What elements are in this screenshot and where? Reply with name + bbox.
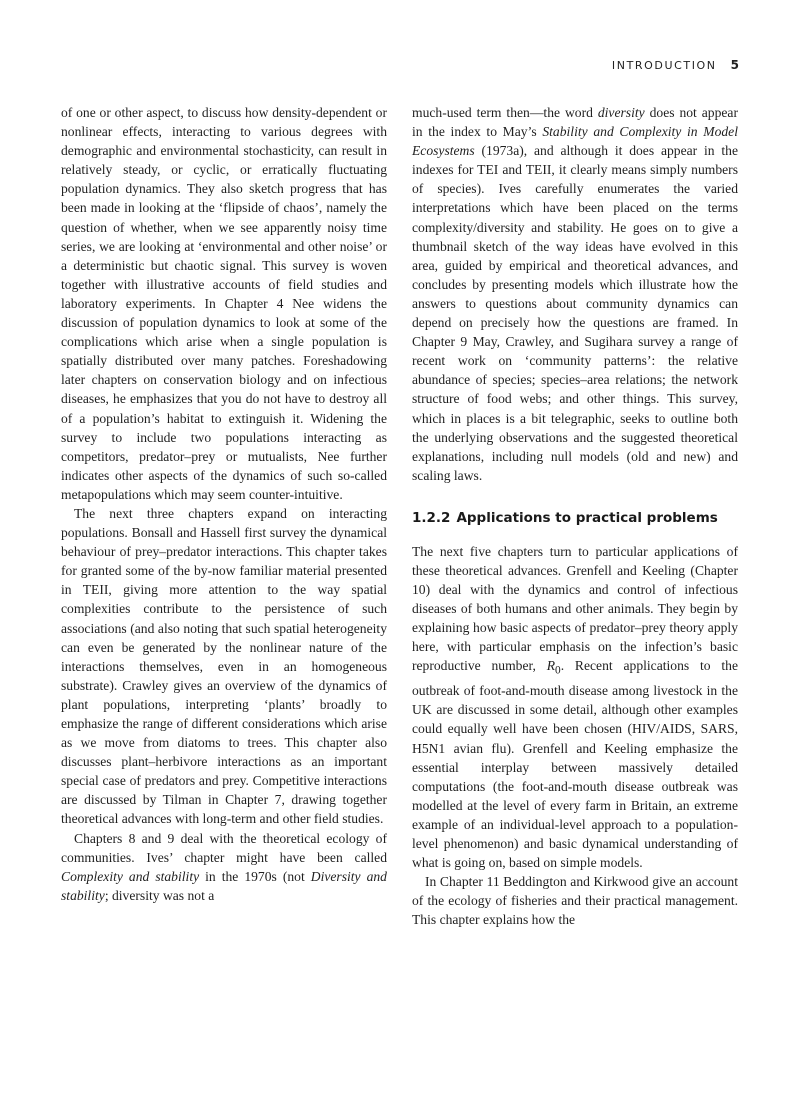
- italic-term: Complexity and stability: [61, 868, 200, 884]
- book-title: Stability and Complexity in Model Ecosystems: [412, 124, 738, 159]
- text-run: ; diversity was not a: [104, 887, 215, 903]
- text-run: does not appear in the index to May’s: [412, 105, 738, 140]
- page-number: 5: [730, 58, 739, 72]
- section-heading: [412, 508, 738, 528]
- left-column: [61, 103, 387, 905]
- right-column: [412, 103, 738, 929]
- text-run: (1973a), and although it does appear in the indexes for TEI and TEII, it clearly means simply numbers of species). Ives carefully enumerates the varied interpretations which have been placed on the terms complexity/diversity and stability. He goes on to give a thumbnail sketch of the way ideas have evolved in this area, guided by empirical and theoretical advances, and concludes by presenting models which illustrate how the answers to questions about community dynamics can depend on precisely how the questions are framed. In Chapter 9 May, Crawley, and Sugihara survey a range of recent work on ‘community patterns’: the relative abundance of species; species–area relations; the network structure of food webs; and other things. This survey, which in places is a bit telegraphic, seeks to outline both the underlying observations and the suggested theoretical explanations, including null models (old and new) and scaling laws.: [412, 143, 738, 483]
- text-run: Chapters 8 and 9 deal with the theoretical ecology of communities. Ives’ chapter might have been called: [61, 830, 387, 865]
- text-run: . Recent applications to the outbreak of foot-and-mouth disease among livestock in the UK are discussed in some detail, although other examples could equally well have been chosen (HIV/AIDS, SARS, H5N1 avian flu). Grenfell and Keeling emphasize the essential interplay between massively detailed computations (the foot-and-mouth disease outbreak was modelled at the level of every farm in Britain, an extreme example of an individual-level approach to a population-level phenomenon) and basic dynamical understanding of what is going on, based on simple models.: [412, 658, 738, 871]
- paragraph: The next three chapters expand on interacting populations. Bonsall and Hassell first survey the dynamical behaviour of prey–predator interactions. This chapter takes for granted some of the by-now familiar material presented in TEII, giving more attention to the way spatial complexities contribute to the persistence of such associations (and also noting that such spatial heterogeneity can even be generated by the nonlinear nature of the interactions themselves, even in an homogeneous substrate). Crawley gives an overview of the dynamics of plant populations, interpreting ‘plants’ broadly to emphasize the range of different considerations which arise as we move from diatoms to trees. This chapter also discusses plant–herbivore interactions as an important special case of predators and prey. Competitive interactions are discussed by Tilman in Chapter 7, drawing together theoretical advances with long-term and other field studies.: [61, 505, 387, 827]
- running-header: [612, 58, 739, 72]
- section-number: 1.2.2: [412, 509, 451, 526]
- section-title: Applications to practical problems: [456, 509, 718, 526]
- text-run: much-used term then—the word: [412, 105, 598, 120]
- paragraph: In Chapter 11 Beddington and Kirkwood give an account of the ecology of fisheries and their practical management. This chapter explains how the: [412, 874, 738, 928]
- text-run: in the 1970s (not: [199, 868, 311, 884]
- paragraph: [412, 542, 738, 872]
- math-subscript: 0: [555, 665, 561, 678]
- running-title: INTRODUCTION: [611, 59, 717, 72]
- paragraph: of one or other aspect, to discuss how density-dependent or nonlinear effects, interacting to various degrees with demographic and environmental stochasticity, can result in relatively steady, or cyclic, or erratically fluctuating population dynamics. They also sketch progress that has been made in looking at the ‘flipside of chaos’, namely the question of whether, when we see apparently noisy time series, we are looking at ‘environmental and other noise’ or a deterministic but chaotic signal. This survey is woven together with illustrative accounts of field studies and laboratory experiments. In Chapter 4 Nee widens the discussion of population dynamics to look at some of the complications which arise when a single population is spatially distributed over many patches. Foreshadowing later chapters on conservation biology and on infectious diseases, he emphasizes that you do not have to destroy all of a population’s habitat to extinguish it. Widening the survey to include two populations interacting as competitors, predator–prey or mutualists, Nee further indicates other aspects of the dynamics of such so-called metapopulations which may seem counter-intuitive.: [61, 105, 387, 502]
- math-symbol: R: [546, 658, 556, 674]
- paragraph: [412, 103, 738, 485]
- italic-term: Diversity and stability: [61, 868, 387, 903]
- text-run: The next five chapters turn to particular applications of these theoretical advances. Grenfell and Keeling (Chapter 10) deal with the dynamics and control of infectious diseases of both humans and other animals. They begin by explaining how basic aspects of predator–prey theory apply here, with particular emphasis on the infection’s basic reproductive number,: [412, 543, 738, 674]
- paragraph: [61, 829, 387, 905]
- italic-term: diversity: [597, 105, 645, 120]
